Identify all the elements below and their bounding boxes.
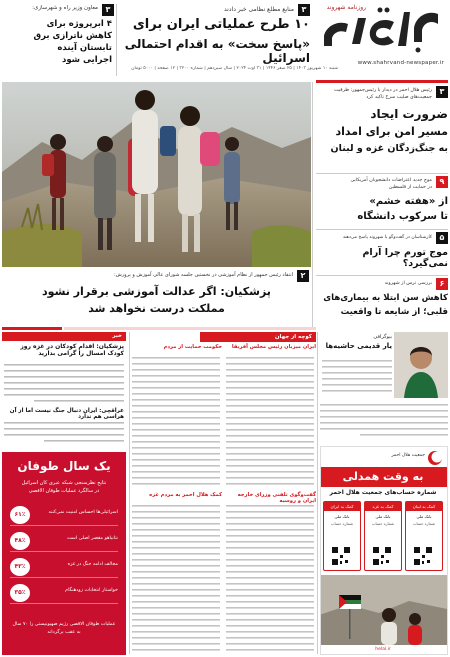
section-bar bbox=[64, 327, 316, 330]
ad-subtitle: شماره حساب‌های جمعیت هلال احمر bbox=[329, 489, 437, 496]
page-number-badge: ۹ bbox=[436, 176, 448, 188]
right-story-2-kicker-1: موج جدید اعتراضات دانشجویان آمریکایی bbox=[350, 178, 432, 183]
left-top-story[interactable] bbox=[2, 2, 114, 78]
masthead-tagline: روزنامه شهروند bbox=[326, 4, 366, 11]
toofan-subtitle-1: نتایج نظرسنجی شبکه عبری کان اسرائیل bbox=[21, 480, 107, 486]
page-number-badge: ۲ bbox=[297, 270, 309, 282]
card-note: شماره حساب bbox=[412, 521, 436, 526]
text-lines bbox=[132, 503, 316, 653]
article-text bbox=[4, 420, 124, 442]
stat-percent: ۶۱٪ bbox=[10, 506, 30, 524]
dateline: شنبه ۱۰ شهریور ۱۴۰۳ | ۲۵ صفر ۱۴۴۶ | ۳۱ اوت ۲۰۲۴ | سال سیزدهم | شماره ۳۲۰۰ | ۱۲ صفحه | ۵۰۰۰ تومان bbox=[131, 66, 338, 71]
page-number-badge: ۳ bbox=[102, 4, 114, 16]
right-story-1-headline-1: ضرورت ایجاد bbox=[370, 107, 448, 121]
right-story-4-headline-2: قلبی؛ از شایعه تا واقعیت bbox=[340, 307, 448, 317]
red-crescent-ad[interactable] bbox=[320, 446, 448, 655]
left-top-headline-3: تابستان آینده bbox=[57, 43, 112, 53]
top-lead-headline-1: ۱۰ طرح عملیاتی ایران برای bbox=[132, 17, 310, 32]
player-portrait bbox=[394, 332, 448, 398]
accent-bar bbox=[2, 327, 62, 330]
divider bbox=[116, 4, 117, 76]
card-title: کمک به ایران bbox=[324, 502, 360, 511]
top-lead-kicker: منابع مطلع نظامی خبر دادند bbox=[224, 6, 294, 13]
qr-code-icon bbox=[331, 546, 351, 566]
ad-title: به وقت همدلی bbox=[320, 467, 447, 487]
lead-photo bbox=[2, 82, 311, 267]
stat-label: مخالف ادامه جنگ در غزه bbox=[67, 562, 118, 567]
accent-bar bbox=[316, 80, 448, 83]
stat-label: اسرائیلی‌ها احساس امنیت نمی‌کنند bbox=[48, 510, 118, 515]
toofan-subtitle-2: در سالگرد عملیات طوفان الاقصی bbox=[28, 488, 100, 494]
ad-account-card bbox=[405, 501, 443, 571]
text-lines bbox=[320, 402, 448, 442]
center-lead-story[interactable] bbox=[4, 270, 309, 322]
mid-left-news[interactable] bbox=[2, 332, 126, 444]
page-number-badge: ۳ bbox=[436, 86, 448, 98]
toofan-stat-row bbox=[10, 530, 118, 552]
news-label: خبر bbox=[2, 332, 126, 341]
left-top-headline-2: کاهش ناترازی برق bbox=[33, 31, 112, 41]
profile-story[interactable] bbox=[320, 332, 448, 444]
divider bbox=[312, 82, 313, 330]
qr-code-icon bbox=[372, 546, 392, 566]
toofan-footer-1: عملیات طوفان الاقصی رژیم صهیونیستی را ۷۰ سال bbox=[12, 622, 116, 627]
ad-account-card bbox=[364, 501, 402, 571]
ad-footer: helal.ir bbox=[375, 647, 391, 652]
qr-code-icon bbox=[413, 546, 433, 566]
article-text bbox=[4, 362, 124, 404]
divider bbox=[316, 275, 448, 276]
toofan-stat-row bbox=[10, 582, 118, 604]
right-story-1-headline-2: مسیر امن برای امداد bbox=[335, 125, 448, 138]
divider bbox=[129, 332, 130, 654]
toofan-stat-row bbox=[10, 556, 118, 578]
left-top-kicker: معاون وزیر راه و شهرسازی: bbox=[32, 5, 98, 11]
mid-left-headline-1: پزشکیان: اقدام کودکان در غزه روز کودک امسال را گرامی بدارید bbox=[20, 343, 124, 357]
ad-org-name: جمعیت هلال احمر bbox=[391, 453, 425, 458]
column-heading: کمک هلال احمر به مردم غزه bbox=[149, 492, 222, 498]
ad-photo bbox=[320, 575, 447, 645]
toofan-title: یک سال طوفان bbox=[17, 459, 111, 473]
text-columns bbox=[132, 345, 316, 655]
page-number-badge: ۳ bbox=[298, 4, 310, 16]
right-story-2-kicker-2: در حمایت از فلسطین bbox=[388, 185, 432, 190]
card-bank: بانک ملی bbox=[416, 514, 432, 519]
stat-percent: ۳۵٪ bbox=[10, 584, 30, 602]
divider bbox=[316, 229, 448, 230]
text-lines bbox=[4, 420, 124, 442]
red-crescent-icon bbox=[427, 450, 443, 466]
text-lines bbox=[4, 362, 124, 404]
children-walking-photo bbox=[2, 82, 311, 267]
right-story-2-headline-1: از «هفته خشم» bbox=[369, 196, 448, 207]
card-title: کمک به غزه bbox=[365, 502, 401, 511]
right-story-4-kicker: بررسی ترس از شهروند bbox=[384, 281, 432, 286]
right-story-3[interactable] bbox=[316, 232, 448, 272]
card-title: کمک به لبنان bbox=[406, 502, 442, 511]
top-lead-headline-2: «پاسخ سخت» به اقدام احتمالی اسرائیل bbox=[124, 37, 310, 65]
center-lead-headline-1: پزشکیان: اگر عدالت آموزشی برقرار نشود bbox=[42, 285, 271, 298]
column-heading: گفت‌وگوی تلفنی وزرای خارجه ایران و روسیه bbox=[237, 492, 316, 504]
kooche-label: کوچه از جهان bbox=[200, 332, 316, 342]
profile-name: یار قدیمی حاشیه‌ها bbox=[325, 342, 392, 350]
center-lead-headline-2: مملکت درست نخواهد شد bbox=[88, 302, 225, 315]
top-lead-story[interactable] bbox=[120, 2, 310, 64]
left-top-headline-4: اجرایی شود bbox=[61, 55, 112, 65]
right-story-4[interactable] bbox=[316, 278, 448, 324]
column-heading: ایران میزبان رئیس مجلس آفریقا bbox=[231, 344, 316, 350]
right-story-2[interactable] bbox=[316, 176, 448, 226]
toofan-stat-row bbox=[10, 504, 118, 526]
card-bank: بانک ملی bbox=[375, 514, 391, 519]
toofan-footer-2: به عقب برگرداند bbox=[47, 630, 81, 635]
right-story-4-headline-1: کاهش سن ابتلا به بیماری‌های bbox=[323, 293, 448, 303]
page-number-badge: ۶ bbox=[436, 278, 448, 290]
divider bbox=[316, 173, 448, 174]
left-top-headline-1: ۴ ابرپروژه برای bbox=[46, 19, 112, 29]
stat-label: نتانیاهو مقصر اصلی است bbox=[67, 536, 118, 541]
center-lead-kicker: انتقاد رئیس جمهور از نظام آموزشی در نخستین جلسه شورای عالی آموزش و پرورش: bbox=[113, 272, 293, 278]
right-story-1-kicker-1: رئیس هلال احمر در دیدار با رئیس‌جمهور: ظرفیت bbox=[334, 88, 432, 93]
stat-percent: ۴۳٪ bbox=[10, 558, 30, 576]
right-story-1-headline-3: به جنگ‌زدگان غزه و لبنان bbox=[330, 143, 448, 154]
stat-label: خواستار انتخابات زودهنگام bbox=[65, 588, 118, 593]
page-number-badge: ۵ bbox=[436, 232, 448, 244]
stat-percent: ۴۸٪ bbox=[10, 532, 30, 550]
right-story-2-headline-2: تا سرکوب دانشگاه bbox=[357, 211, 448, 222]
right-story-3-headline: موج تورم چرا آرام نمی‌گیرد؟ bbox=[362, 247, 448, 269]
right-story-1-kicker-2: جمعیت‌های صلیب سرخ تاکید کرد bbox=[366, 95, 432, 100]
mid-left-headline-2: عراقچی: ایران دنبال جنگ نیست اما از آن هراسی هم ندارد bbox=[9, 408, 124, 421]
card-bank: بانک ملی bbox=[334, 514, 350, 519]
text-lines bbox=[132, 355, 316, 490]
masthead-url: www.shahrvand-newspaper.ir bbox=[357, 60, 444, 66]
divider bbox=[317, 332, 318, 654]
right-story-1[interactable] bbox=[316, 86, 448, 170]
card-note: شماره حساب bbox=[330, 521, 354, 526]
toofan-infographic[interactable] bbox=[2, 452, 126, 655]
card-note: شماره حساب bbox=[371, 521, 395, 526]
profile-kicker: بیوگرافی bbox=[373, 334, 392, 340]
column-heading: حکومت حمایت از مردم bbox=[163, 344, 222, 350]
ad-account-card bbox=[323, 501, 361, 571]
text-lines bbox=[322, 358, 392, 398]
right-story-3-kicker: کارشناسان در گفت‌وگو با شهروند پاسخ می‌دهند bbox=[342, 235, 432, 240]
